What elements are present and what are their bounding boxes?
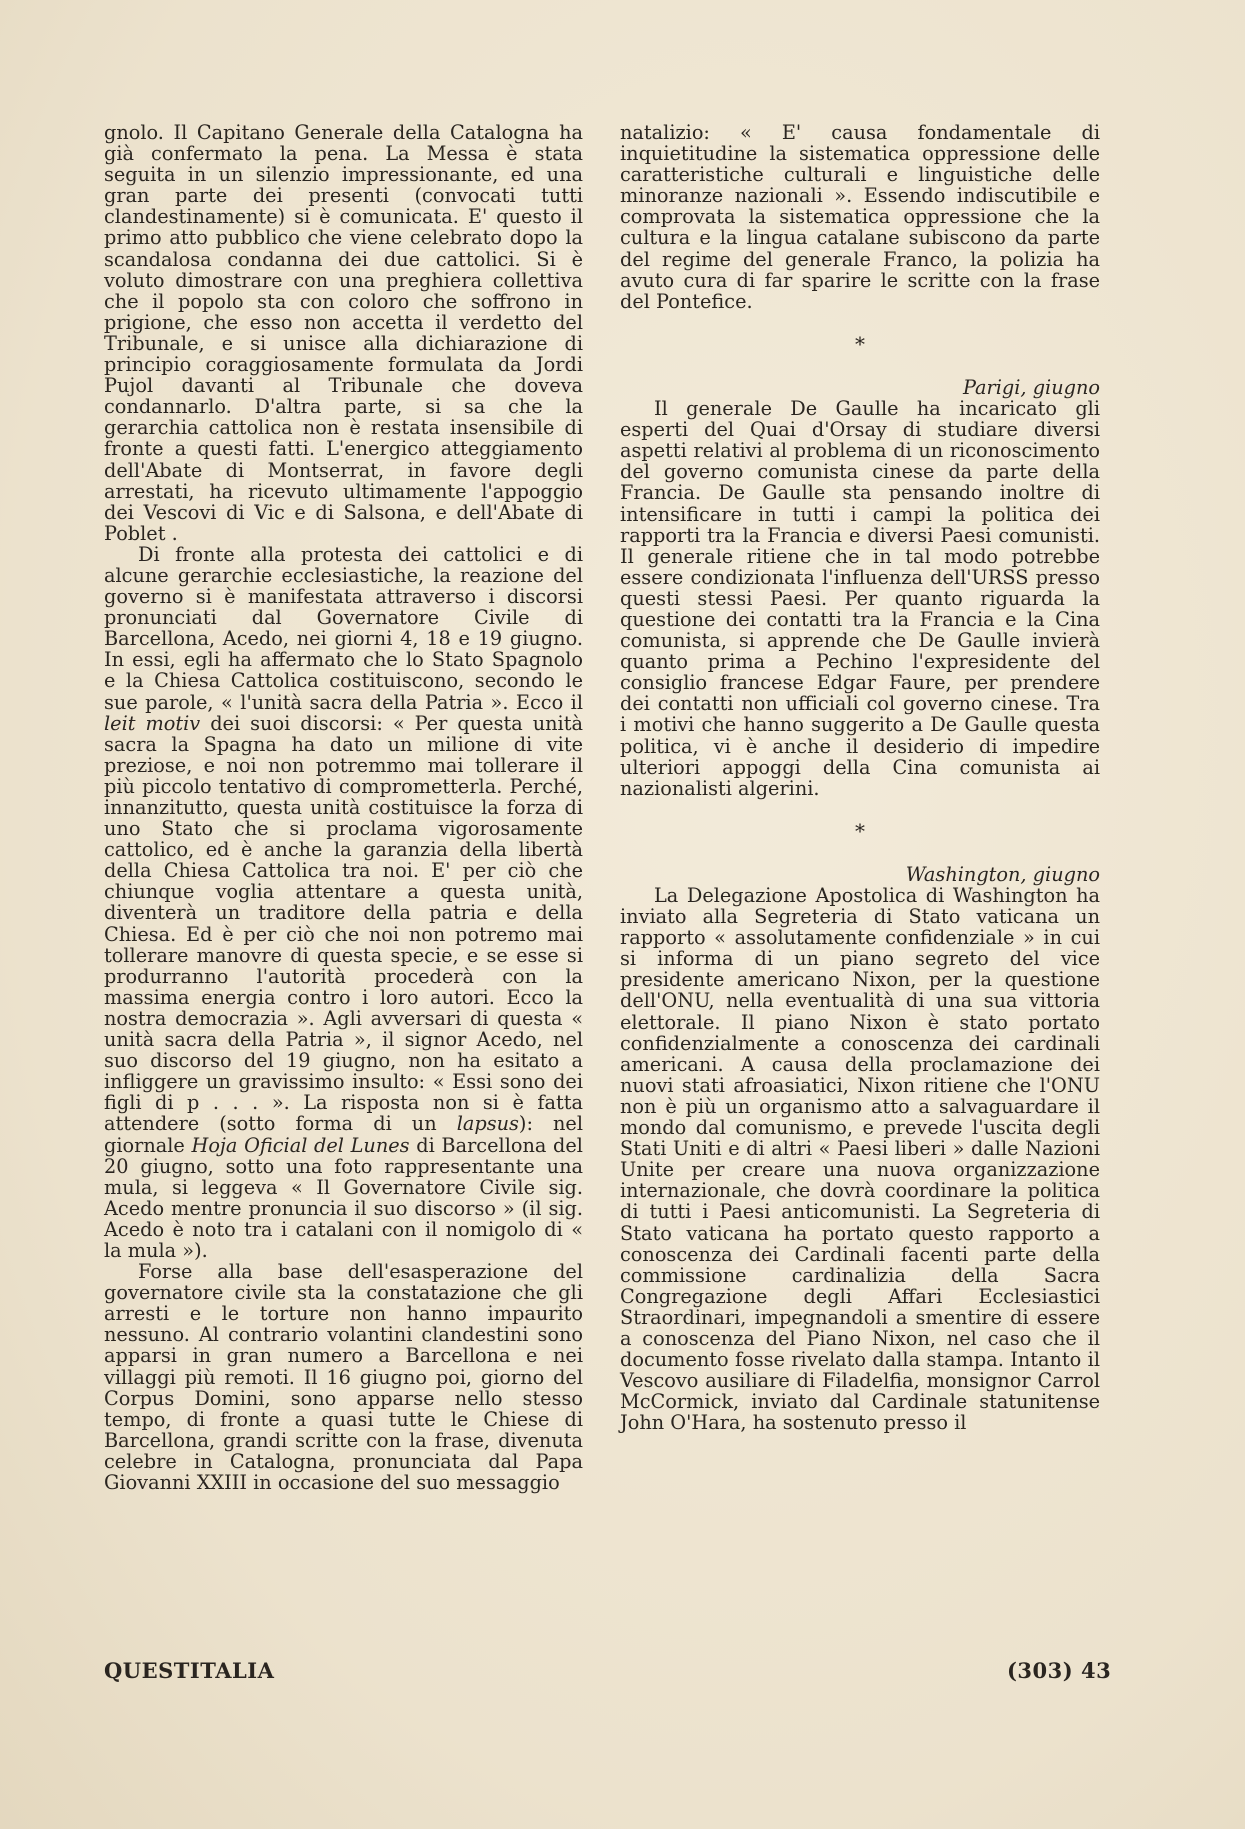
right-column [620, 122, 1100, 1433]
page-number: (303) 43 [1007, 1658, 1112, 1683]
section-separator: * [855, 818, 865, 843]
dateline-paris: Parigi, giugno [962, 375, 1100, 399]
dateline-washington: Washington, giugno [905, 862, 1100, 886]
right-paragraph-2: Il generale De Gaulle ha incaricato gli esperti del Quai d'Orsay di studiare diversi aspetti relativi al problema di un riconoscimento del governo comunista cinese da parte della Francia. De Gaulle sta pensando inoltre di intensificare in tutti i campi la politica dei rapporti tra la Francia e diversi Paesi comunisti. Il generale ritiene che in tal modo potrebbe essere condizionata l'influenza dell'URSS presso questi stessi Paesi. Per quanto riguarda la questione dei contatti tra la Francia e la Cina comunista, si apprende che De Gaulle invierà quanto prima a Pechino l'expresidente del consiglio francese Edgar Faure, per prendere dei contatti non ufficiali col governo cinese. Tra i motivi che hanno suggerito a De Gaulle questa politica, vi è anche il desiderio di impedire ulteriori appoggi della Cina comunista ai nazionalisti algerini. [620, 397, 1100, 800]
section-separator: * [855, 331, 865, 356]
left-paragraph-3: Forse alla base dell'esasperazione del governatore civile sta la constatazione che gli arresti e le torture non hanno impaurito nessuno. Al contrario volantini clandestini sono apparsi in gran numero a Barcellona e nei villaggi più remoti. Il 16 giugno poi, giorno del Corpus Domini, sono apparse nello stesso tempo, di fronte a quasi tutte le Chiese di Barcellona, grandi scritte con la frase, divenuta celebre in Catalogna, pronunciata dal Papa Giovanni XXIII in occasione del suo messaggio [104, 1260, 583, 1494]
italic-lapsus: lapsus [456, 1112, 519, 1136]
italic-leit-motiv: leit motiv [104, 711, 201, 735]
left-paragraph-1: gnolo. Il Capitano Generale della Catalogna ha già confermato la pena. La Messa è stata seguita in un silenzio impressionante, ed una gran parte dei presenti (convocati tutti clandestinamente) si è comunicata. E' questo il primo atto pubblico che viene celebrato dopo la scandalosa condanna dei due cattolici. Si è voluto dimostrare con una preghiera collettiva che il popolo sta con coloro che soffrono in prigione, che esso non accetta il verdetto del Tribunale, e si unisce alla dichiarazione di principio coraggiosamente formulata da Jordi Pujol davanti al Tribunale che doveva condannarlo. D'altra parte, si sa che la gerarchia cattolica non è restata insensibile di fronte a questi fatti. L'energico atteggiamento dell'Abate di Montserrat, in favore degli arrestati, ha ricevuto ultimamente l'appoggio dei Vescovi di Vic e di Salsona, e dell'Abate di Poblet . [104, 121, 583, 545]
italic-newspaper-title: Hoja Oficial del Lunes [191, 1133, 410, 1157]
right-paragraph-1: natalizio: « E' causa fondamentale di inquietitudine la sistematica oppressione delle caratteristiche culturali e linguistiche delle minoranze nazionali ». Essendo indiscutibile e comprovata la sistematica oppressione che la cultura e la lingua catalane subiscono da parte del regime del generale Franco, la polizia ha avuto cura di far sparire le scritte con la frase del Pontefice. [620, 121, 1100, 313]
right-paragraph-3: La Delegazione Apostolica di Washington ha inviato alla Segreteria di Stato vaticana un rapporto « assolutamente confidenziale » in cui si informa di un piano segreto del vice presidente americano Nixon, per la questione dell'ONU, nella eventualità di una sua vittoria elettorale. Il piano Nixon è stato portato confidenzialmente a conoscenza dei cardinali americani. A causa della proclamazione dei nuovi stati afroasiatici, Nixon ritiene che l'ONU non è più un organismo atto a salvaguardare il mondo dal comunismo, e prevede l'uscita degli Stati Uniti e di altri « Paesi liberi » dalle Nazioni Unite per creare una nuova organizzazione internazionale, che dovrà coordinare la politica di tutti i Paesi anticomunisti. La Segreteria di Stato vaticana ha portato questo rapporto a conoscenza dei Cardinali facenti parte della commissione cardinalizia della Sacra Congregazione degli Affari Ecclesiastici Straordinari, impegnandoli a smentire di essere a conoscenza del Piano Nixon, nel caso che il documento fosse rivelato dalla stampa. Intanto il Vescovo ausiliare di Filadelfia, monsignor Carrol McCormick, inviato dal Cardinale statunitense John O'Hara, ha sostenuto presso il [620, 884, 1100, 1435]
publication-name: QUESTITALIA [104, 1658, 275, 1683]
left-paragraph-2: Di fronte alla protesta dei cattolici e di alcune gerarchie ecclesiastiche, la reazione del governo si è manifestata attraverso i discorsi pronunciati dal Governatore Civile di Barcellona, Acedo, nei giorni 4, 18 e 19 giugno. In essi, egli ha affermato che lo Stato Spagnolo e la Chiesa Cattolica costituiscono, secondo le sue parole, « l'unità sacra della Patria ». Ecco il leit motiv dei suoi discorsi: « Per questa unità sacra la Spagna ha dato un milione di vite preziose, e noi non potremmo mai tollerare il più piccolo tentativo di comprometterla. Perché, innanzitutto, questa unità costituisce la forza di uno Stato che si proclama vigorosamente cattolico, ed è anche la garanzia della libertà della Chiesa Cattolica tra noi. E' per ciò che chiunque voglia attentare a questa unità, diventerà un traditore della patria e della Chiesa. Ed è per ciò che noi non potremo mai tollerare manovre di questa specie, e se esse si produrranno l'autorità procederà con la massima energia contro i loro autori. Ecco la nostra democrazia ». Agli avversari di questa « unità sacra della Patria », il signor Acedo, nel suo discorso del 19 giugno, non ha esitato a infliggere un gravissimo insulto: « Essi sono dei figli di p . . . ». La risposta non si è fatta attendere (sotto forma di un lapsus): nel giornale Hoja Oficial del Lunes di Barcellona del 20 giugno, sotto una foto rappresentante una mula, si leggeva « Il Governatore Civile sig. Acedo mentre pronuncia il suo discorso » (il sig. Acedo è noto tra i catalani con il nomigolo di « la mula »). [104, 542, 583, 1262]
left-column [104, 122, 583, 1493]
